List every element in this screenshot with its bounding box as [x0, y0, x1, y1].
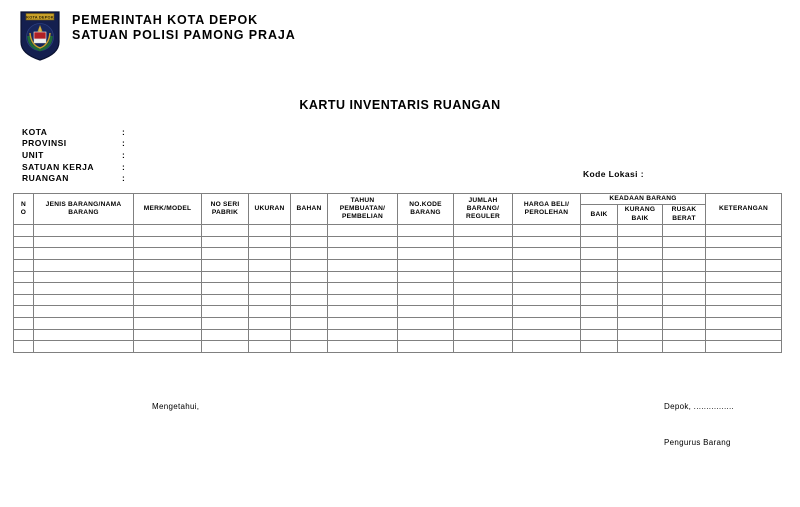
cell-merk-model[interactable]: [134, 294, 202, 306]
cell-jenis-barang[interactable]: [34, 317, 134, 329]
cell-bahan[interactable]: [291, 260, 328, 272]
cell-ukuran[interactable]: [249, 271, 291, 283]
cell-no[interactable]: [14, 260, 34, 272]
cell-jumlah-barang[interactable]: [454, 317, 513, 329]
cell-jumlah-barang[interactable]: [454, 329, 513, 341]
cell-no-kode-barang[interactable]: [398, 283, 454, 295]
table-row: [14, 317, 782, 329]
cell-keterangan[interactable]: [706, 271, 782, 283]
cell-no[interactable]: [14, 294, 34, 306]
table-row: [14, 306, 782, 318]
table-row: [14, 294, 782, 306]
col-header-keterangan: KETERANGAN: [706, 194, 782, 225]
col-header-no-line1: N: [20, 200, 26, 208]
col-header-jenis-barang: JENIS BARANG/NAMA BARANG: [34, 194, 134, 225]
cell-ukuran[interactable]: [249, 341, 291, 353]
letterhead-text: [72, 8, 296, 43]
signature-role-label: Pengurus Barang: [664, 438, 731, 447]
cell-bahan[interactable]: [291, 271, 328, 283]
cell-kurang-baik[interactable]: [618, 329, 663, 341]
cell-harga-beli[interactable]: [513, 260, 581, 272]
cell-keterangan[interactable]: [706, 225, 782, 237]
identity-fields: [22, 126, 132, 184]
cell-no[interactable]: [14, 306, 34, 318]
col-header-jumlah-barang: JUMLAH BARANG/ REGULER: [454, 194, 513, 225]
col-header-keadaan-barang: KEADAAN BARANG: [581, 194, 706, 205]
col-header-no-seri-pabrik: NO SERI PABRIK: [202, 194, 249, 225]
cell-bahan[interactable]: [291, 225, 328, 237]
cell-no-kode-barang[interactable]: [398, 271, 454, 283]
field-label-unit: UNIT: [22, 149, 44, 160]
cell-kurang-baik[interactable]: [618, 341, 663, 353]
col-header-bahan: BAHAN: [291, 194, 328, 225]
cell-harga-beli[interactable]: [513, 306, 581, 318]
cell-no-seri-pabrik[interactable]: [202, 294, 249, 306]
cell-baik[interactable]: [581, 236, 618, 248]
cell-merk-model[interactable]: [134, 317, 202, 329]
cell-ukuran[interactable]: [249, 236, 291, 248]
table-row: [14, 329, 782, 341]
cell-rusak-berat[interactable]: [663, 248, 706, 260]
kota-depok-coat-of-arms-icon: [18, 8, 62, 62]
cell-merk-model[interactable]: [134, 341, 202, 353]
table-row: [14, 271, 782, 283]
cell-no-seri-pabrik[interactable]: [202, 225, 249, 237]
cell-merk-model[interactable]: [134, 248, 202, 260]
cell-jumlah-barang[interactable]: [454, 225, 513, 237]
letterhead: [18, 8, 296, 62]
table-row: [14, 225, 782, 237]
cell-jenis-barang[interactable]: [34, 306, 134, 318]
field-row-ruangan: [22, 172, 132, 184]
cell-jenis-barang[interactable]: [34, 271, 134, 283]
cell-jenis-barang[interactable]: [34, 294, 134, 306]
cell-tahun-pembuatan[interactable]: [328, 306, 398, 318]
table-row: [14, 248, 782, 260]
cell-rusak-berat[interactable]: [663, 260, 706, 272]
cell-baik[interactable]: [581, 317, 618, 329]
cell-baik[interactable]: [581, 248, 618, 260]
cell-keterangan[interactable]: [706, 294, 782, 306]
cell-no-seri-pabrik[interactable]: [202, 329, 249, 341]
cell-no-seri-pabrik[interactable]: [202, 236, 249, 248]
cell-kurang-baik[interactable]: [618, 283, 663, 295]
cell-jumlah-barang[interactable]: [454, 248, 513, 260]
cell-jumlah-barang[interactable]: [454, 236, 513, 248]
cell-kurang-baik[interactable]: [618, 271, 663, 283]
cell-no[interactable]: [14, 341, 34, 353]
col-header-no-line2: O: [20, 209, 27, 217]
signature-place-date: Depok, ................: [664, 402, 735, 411]
field-row-satuan-kerja: [22, 161, 132, 173]
cell-jumlah-barang[interactable]: [454, 283, 513, 295]
cell-harga-beli[interactable]: [513, 236, 581, 248]
inventory-table: [13, 193, 782, 353]
cell-harga-beli[interactable]: [513, 283, 581, 295]
cell-ukuran[interactable]: [249, 294, 291, 306]
cell-keterangan[interactable]: [706, 317, 782, 329]
cell-kurang-baik[interactable]: [618, 306, 663, 318]
cell-baik[interactable]: [581, 283, 618, 295]
cell-jenis-barang[interactable]: [34, 248, 134, 260]
field-label-provinsi: PROVINSI: [22, 138, 67, 149]
cell-keterangan[interactable]: [706, 329, 782, 341]
cell-merk-model[interactable]: [134, 260, 202, 272]
cell-bahan[interactable]: [291, 248, 328, 260]
cell-baik[interactable]: [581, 225, 618, 237]
col-header-harga-beli: HARGA BELI/ PEROLEHAN: [513, 194, 581, 225]
cell-merk-model[interactable]: [134, 306, 202, 318]
table-header-row-1: [14, 194, 782, 205]
table-row: [14, 283, 782, 295]
field-label-kota: KOTA: [22, 126, 48, 137]
cell-ukuran[interactable]: [249, 329, 291, 341]
cell-tahun-pembuatan[interactable]: [328, 294, 398, 306]
cell-jumlah-barang[interactable]: [454, 294, 513, 306]
signature-left: [152, 402, 199, 411]
cell-tahun-pembuatan[interactable]: [328, 317, 398, 329]
cell-bahan[interactable]: [291, 294, 328, 306]
cell-ukuran[interactable]: [249, 260, 291, 272]
cell-jumlah-barang[interactable]: [454, 341, 513, 353]
cell-baik[interactable]: [581, 294, 618, 306]
cell-ukuran[interactable]: [249, 283, 291, 295]
cell-no[interactable]: [14, 225, 34, 237]
cell-no-seri-pabrik[interactable]: [202, 248, 249, 260]
cell-no-seri-pabrik[interactable]: [202, 283, 249, 295]
field-colon-unit: :: [122, 149, 126, 160]
cell-ukuran[interactable]: [249, 225, 291, 237]
cell-no-kode-barang[interactable]: [398, 225, 454, 237]
cell-baik[interactable]: [581, 260, 618, 272]
cell-harga-beli[interactable]: [513, 294, 581, 306]
cell-keterangan[interactable]: [706, 306, 782, 318]
cell-ukuran[interactable]: [249, 248, 291, 260]
cell-rusak-berat[interactable]: [663, 271, 706, 283]
cell-no-seri-pabrik[interactable]: [202, 271, 249, 283]
cell-no-kode-barang[interactable]: [398, 306, 454, 318]
cell-no[interactable]: [14, 271, 34, 283]
cell-no[interactable]: [14, 236, 34, 248]
cell-rusak-berat[interactable]: [663, 283, 706, 295]
table-body: [14, 225, 782, 353]
cell-jenis-barang[interactable]: [34, 260, 134, 272]
org-line-2: SATUAN POLISI PAMONG PRAJA: [72, 28, 296, 42]
col-header-no: [14, 194, 34, 225]
cell-rusak-berat[interactable]: [663, 306, 706, 318]
cell-keterangan[interactable]: [706, 236, 782, 248]
cell-harga-beli[interactable]: [513, 225, 581, 237]
cell-tahun-pembuatan[interactable]: [328, 271, 398, 283]
cell-kurang-baik[interactable]: [618, 248, 663, 260]
cell-baik[interactable]: [581, 271, 618, 283]
cell-merk-model[interactable]: [134, 283, 202, 295]
cell-jenis-barang[interactable]: [34, 329, 134, 341]
svg-text:KOTA DEPOK: KOTA DEPOK: [26, 14, 54, 20]
cell-keterangan[interactable]: [706, 260, 782, 272]
field-colon-provinsi: :: [122, 138, 126, 149]
cell-bahan[interactable]: [291, 283, 328, 295]
cell-kurang-baik[interactable]: [618, 236, 663, 248]
col-header-tahun-pembuatan: TAHUN PEMBUATAN/ PEMBELIAN: [328, 194, 398, 225]
field-colon-kota: :: [122, 126, 126, 137]
field-colon-satuan-kerja: :: [122, 161, 126, 172]
cell-no-kode-barang[interactable]: [398, 341, 454, 353]
col-header-baik: BAIK: [581, 205, 618, 225]
col-header-kurang-baik: KURANG BAIK: [618, 205, 663, 225]
field-colon-ruangan: :: [122, 173, 126, 184]
field-row-unit: [22, 149, 132, 161]
cell-jumlah-barang[interactable]: [454, 271, 513, 283]
cell-jenis-barang[interactable]: [34, 236, 134, 248]
cell-ukuran[interactable]: [249, 306, 291, 318]
table-row: [14, 236, 782, 248]
col-header-rusak-berat: RUSAK BERAT: [663, 205, 706, 225]
cell-kurang-baik[interactable]: [618, 317, 663, 329]
cell-jumlah-barang[interactable]: [454, 260, 513, 272]
cell-merk-model[interactable]: [134, 236, 202, 248]
cell-no[interactable]: [14, 329, 34, 341]
cell-bahan[interactable]: [291, 341, 328, 353]
field-label-satuan-kerja: SATUAN KERJA: [22, 161, 94, 172]
cell-no[interactable]: [14, 317, 34, 329]
col-header-ukuran: UKURAN: [249, 194, 291, 225]
cell-jenis-barang[interactable]: [34, 341, 134, 353]
field-row-kota: [22, 126, 132, 138]
field-label-ruangan: RUANGAN: [22, 173, 69, 184]
cell-kurang-baik[interactable]: [618, 260, 663, 272]
cell-baik[interactable]: [581, 306, 618, 318]
cell-harga-beli[interactable]: [513, 341, 581, 353]
table-row: [14, 260, 782, 272]
cell-tahun-pembuatan[interactable]: [328, 341, 398, 353]
cell-bahan[interactable]: [291, 317, 328, 329]
cell-no-kode-barang[interactable]: [398, 294, 454, 306]
cell-rusak-berat[interactable]: [663, 341, 706, 353]
cell-no-seri-pabrik[interactable]: [202, 317, 249, 329]
table-header: [14, 194, 782, 225]
cell-tahun-pembuatan[interactable]: [328, 236, 398, 248]
col-header-merk-model: MERK/MODEL: [134, 194, 202, 225]
cell-no-seri-pabrik[interactable]: [202, 306, 249, 318]
cell-rusak-berat[interactable]: [663, 329, 706, 341]
cell-tahun-pembuatan[interactable]: [328, 283, 398, 295]
cell-jenis-barang[interactable]: [34, 283, 134, 295]
cell-jumlah-barang[interactable]: [454, 306, 513, 318]
cell-merk-model[interactable]: [134, 271, 202, 283]
cell-tahun-pembuatan[interactable]: [328, 329, 398, 341]
cell-harga-beli[interactable]: [513, 317, 581, 329]
cell-rusak-berat[interactable]: [663, 236, 706, 248]
col-header-no-kode-barang: NO.KODE BARANG: [398, 194, 454, 225]
cell-harga-beli[interactable]: [513, 271, 581, 283]
cell-ukuran[interactable]: [249, 317, 291, 329]
cell-bahan[interactable]: [291, 236, 328, 248]
cell-no[interactable]: [14, 248, 34, 260]
cell-baik[interactable]: [581, 341, 618, 353]
page-title: KARTU INVENTARIS RUANGAN: [299, 98, 501, 112]
cell-harga-beli[interactable]: [513, 248, 581, 260]
org-line-1: PEMERINTAH KOTA DEPOK: [72, 13, 259, 27]
cell-no[interactable]: [14, 283, 34, 295]
cell-kurang-baik[interactable]: [618, 225, 663, 237]
cell-bahan[interactable]: [291, 329, 328, 341]
cell-keterangan[interactable]: [706, 248, 782, 260]
cell-no-kode-barang[interactable]: [398, 317, 454, 329]
cell-rusak-berat[interactable]: [663, 317, 706, 329]
signature-right: [664, 402, 734, 447]
cell-no-seri-pabrik[interactable]: [202, 341, 249, 353]
cell-no-kode-barang[interactable]: [398, 248, 454, 260]
cell-tahun-pembuatan[interactable]: [328, 248, 398, 260]
cell-jenis-barang[interactable]: [34, 225, 134, 237]
cell-baik[interactable]: [581, 329, 618, 341]
cell-tahun-pembuatan[interactable]: [328, 225, 398, 237]
cell-harga-beli[interactable]: [513, 329, 581, 341]
table-row: [14, 341, 782, 353]
cell-no-kode-barang[interactable]: [398, 236, 454, 248]
cell-no-kode-barang[interactable]: [398, 260, 454, 272]
cell-bahan[interactable]: [291, 306, 328, 318]
cell-no-kode-barang[interactable]: [398, 329, 454, 341]
cell-merk-model[interactable]: [134, 329, 202, 341]
cell-rusak-berat[interactable]: [663, 294, 706, 306]
cell-keterangan[interactable]: [706, 283, 782, 295]
kode-lokasi-label: Kode Lokasi :: [583, 169, 644, 179]
signature-mengetahui-label: Mengetahui,: [152, 402, 200, 411]
cell-merk-model[interactable]: [134, 225, 202, 237]
cell-keterangan[interactable]: [706, 341, 782, 353]
field-row-provinsi: [22, 138, 132, 150]
cell-kurang-baik[interactable]: [618, 294, 663, 306]
cell-no-seri-pabrik[interactable]: [202, 260, 249, 272]
cell-tahun-pembuatan[interactable]: [328, 260, 398, 272]
cell-rusak-berat[interactable]: [663, 225, 706, 237]
